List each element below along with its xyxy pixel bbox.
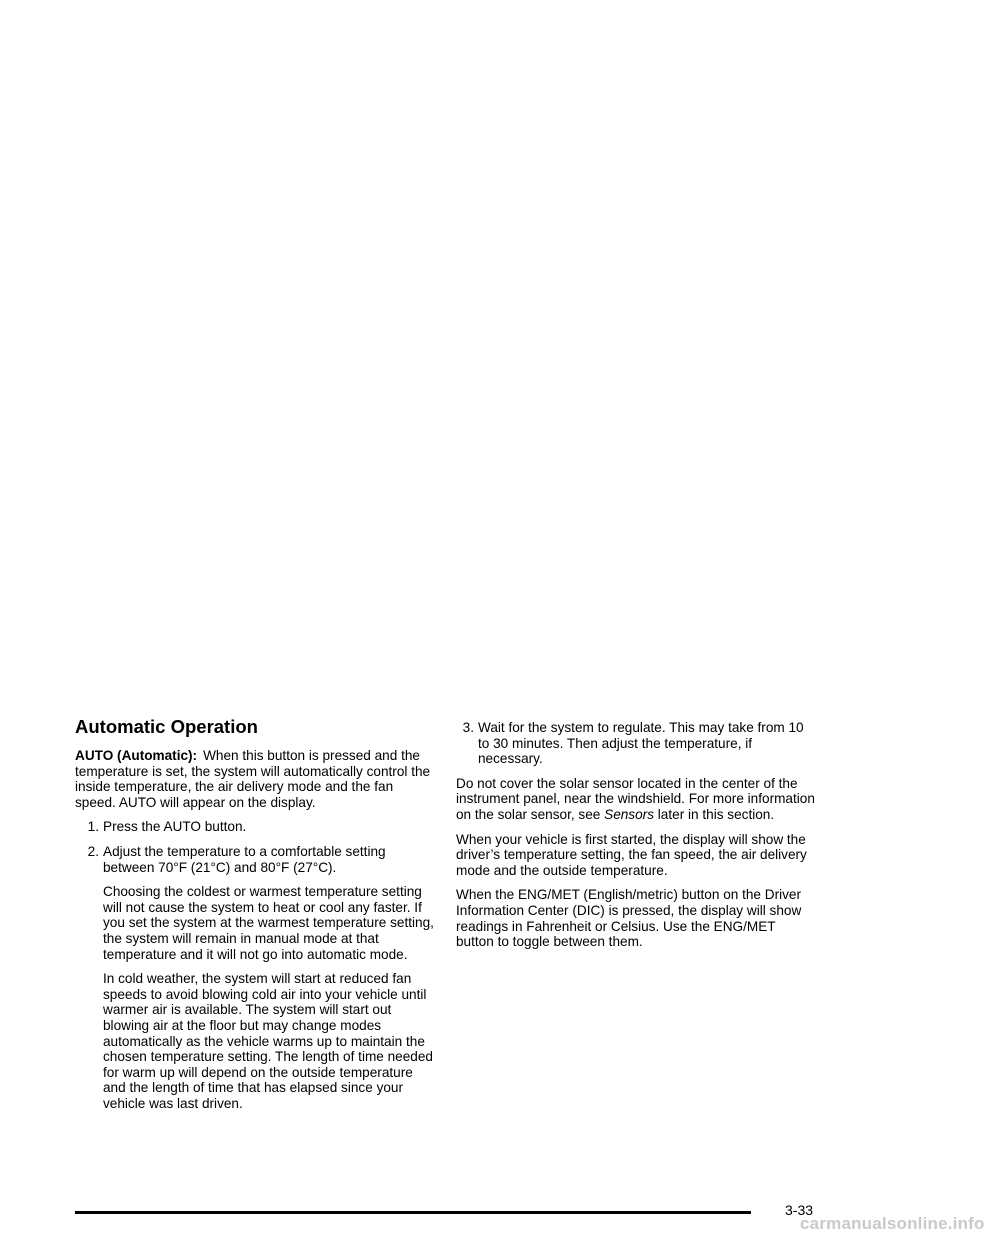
step-text: Adjust the temperature to a comfortable setting between 70°F (21°C) and 80°F (27°C). (103, 843, 386, 875)
auto-label: AUTO (Automatic): (75, 748, 198, 763)
step-1 (75, 819, 435, 835)
step-3 (456, 720, 816, 767)
solar-sensor-paragraph (456, 776, 816, 823)
step-2-note-temperature: Choosing the coldest or warmest temperature setting will not cause the system to heat or cool any faster. If you set the system at the warmest temperature setting, the system will remain in manual mode at that temperature and it will not go into automatic mode. (103, 884, 434, 962)
step-text: Wait for the system to regulate. This may take from 10 to 30 minutes. Then adjust the temperature, if necessary. (478, 720, 804, 767)
right-column (456, 720, 816, 959)
left-column (75, 716, 435, 1120)
step-2-note-cold-weather: In cold weather, the system will start at reduced fan speeds to avoid blowing cold air into your vehicle until warmer air is available. The system will start out blowing air at the floor but may change modes automatically as the vehicle warms up to maintain the chosen temperature setting. The length of time needed for warm up will depend on the outside temperature and the length of time that has elapsed since your vehicle was last driven. (103, 971, 433, 1111)
step-number: 2. (87, 843, 99, 859)
step-text: Press the AUTO button. (103, 819, 247, 835)
step-number: 3. (462, 720, 474, 735)
auto-text: When this button is pressed and the temperature is set, the system will automatically control the inside temperature, the air delivery mode and the fan speed. AUTO will appear on the display. (75, 748, 431, 810)
eng-met-paragraph: When the ENG/MET (English/metric) button on the Driver Information Center (DIC) is pressed, the display will show readings in Fahrenheit or Celsius. Use the ENG/MET button to toggle between them. (456, 887, 802, 950)
footer-rule (75, 1211, 751, 1214)
display-paragraph: When your vehicle is first started, the display will show the driver’s temperature setting, the fan speed, the air delivery mode and the outside temperature. (456, 831, 807, 878)
watermark: carmanualsonline.info (800, 1214, 985, 1233)
auto-paragraph (75, 748, 435, 810)
section-title: Automatic Operation (75, 716, 258, 737)
step-2 (75, 844, 435, 875)
solar-text-end: later in this section. (657, 806, 775, 822)
solar-text: Do not cover the solar sensor located in the center of the instrument panel, near the windshield. For more information on the solar sensor, see (456, 775, 815, 822)
sensors-reference-link[interactable]: Sensors (604, 806, 654, 822)
step-number: 1. (87, 819, 99, 835)
page-number: 3-33 (785, 1202, 814, 1218)
